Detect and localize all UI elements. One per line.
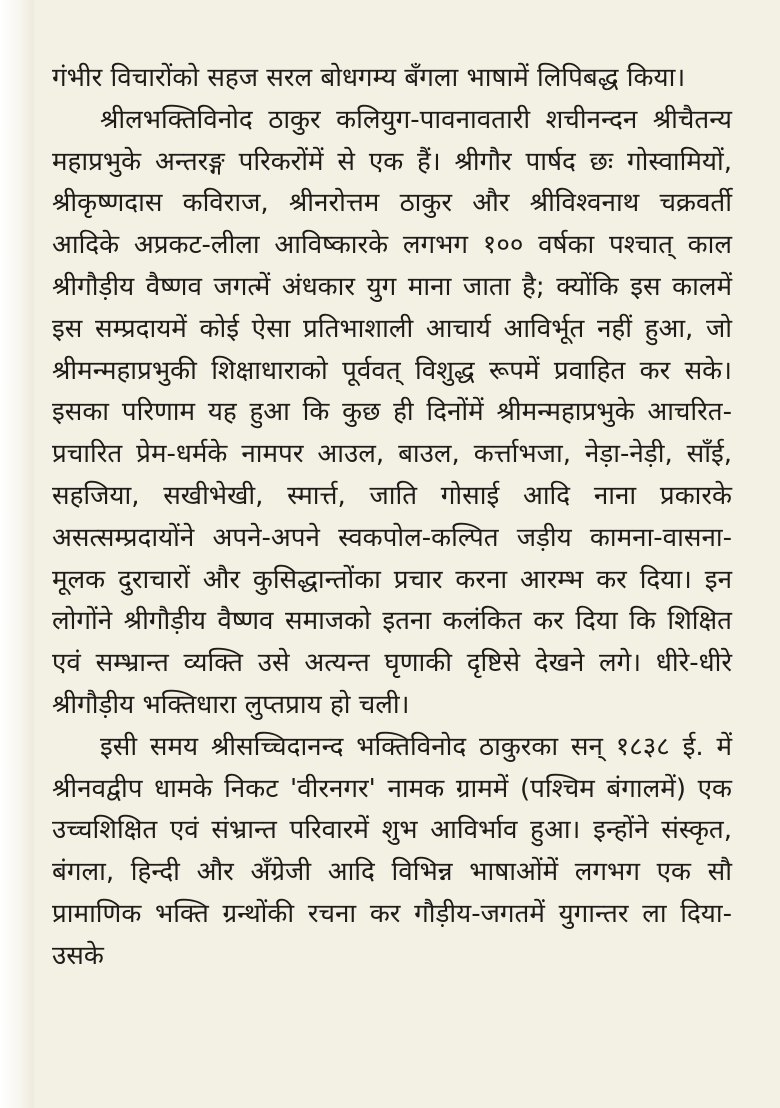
paragraph-bhaktivinoda-intro: श्रीलभक्तिविनोद ठाकुर कलियुग-पावनावतारी शचीनन्दन श्रीचैतन्य महाप्रभुके अन्तरङ्ग परिकरोंमें से एक हैं। श्रीगौर पार्षद छः गोस्वामियों, श्रीकृष्णदास कविराज, श्रीनरोत्तम ठाकुर और श्रीविश्वनाथ चक्रवर्ती आदिके अप्रकट-लीला आविष्कारके लगभग १०० वर्षका पश्चात् काल श्रीगौड़ीय वैष्णव जगत्में अंधकार युग माना जाता है; क्योंकि इस कालमें इस सम्प्रदायमें कोई ऐसा प्रतिभाशाली आचार्य आविर्भूत नहीं हुआ, जो श्रीमन्महाप्रभुकी शिक्षाधाराको पूर्ववत् विशुद्ध रूपमें प्रवाहित कर सके। इसका परिणाम यह हुआ कि कुछ ही दिनोंमें श्रीमन्महाप्रभुके आचरित-प्रचारित प्रेम-धर्मके नामपर आउल, बाउल, कर्त्ताभजा, नेड़ा-नेड़ी, साँई, सहजिया, सखीभेखी, स्मार्त्त, जाति गोसाई आदि नाना प्रकारके असत्सम्प्रदायोंने अपने-अपने स्वकपोल-कल्पित जड़ीय कामना-वासना-मूलक दुराचारों और कुसिद्धान्तोंका प्रचार करना आरम्भ कर दिया। इन लोगोंने श्रीगौड़ीय वैष्णव समाजको इतना कलंकित कर दिया कि शिक्षित एवं सम्भ्रान्त व्यक्ति उसे अत्यन्त घृणाकी दृष्टिसे देखने लगे। धीरे-धीरे श्रीगौड़ीय भक्तिधारा लुप्तप्राय हो चली। <box>52 104 732 720</box>
body-text <box>52 58 732 978</box>
paragraph-birth: इसी समय श्रीसच्चिदानन्द भक्तिविनोद ठाकुरका सन् १८३८ ई. में श्रीनवद्वीप धामके निकट 'वीरनगर' नामक ग्राममें (पश्चिम बंगालमें) एक उच्चशिक्षित एवं संभ्रान्त परिवारमें शुभ आविर्भाव हुआ। इन्होंने संस्कृत, बंगला, हिन्दी और अँग्रेजी आदि विभिन्न भाषाओंमें लगभग एक सौ प्रामाणिक भक्ति ग्रन्थोंकी रचना कर गौड़ीय-जगतमें युगान्तर ला दिया-उसके <box>52 731 732 971</box>
page-spine-shadow <box>0 0 34 1108</box>
paragraph-continuation: गंभीर विचारोंको सहज सरल बोधगम्य बँगला भाषामें लिपिबद्ध किया। <box>52 63 686 93</box>
